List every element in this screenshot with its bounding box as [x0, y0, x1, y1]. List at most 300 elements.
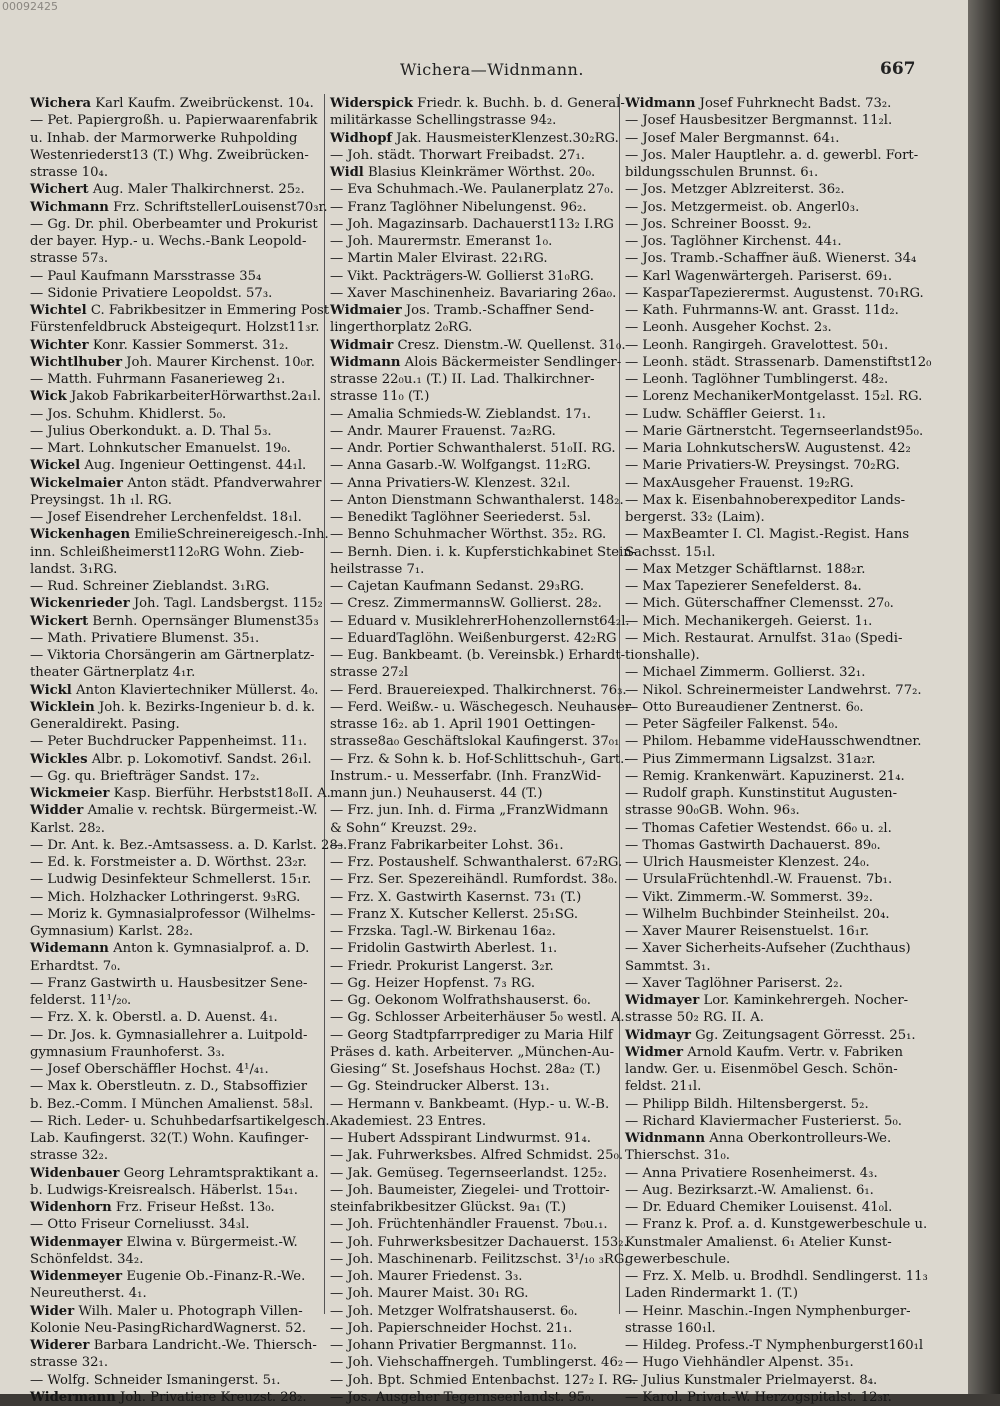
entry-text: — Gg. Heizer Hopfenst. 7₃ RG.	[330, 975, 536, 991]
entry-text: Fürstenfeldbruck Absteigequrt. Holzst11₃r.	[30, 320, 320, 336]
directory-entry	[30, 371, 326, 388]
directory-entry	[30, 664, 326, 681]
directory-entry	[330, 216, 618, 233]
column-3	[625, 95, 932, 1405]
directory-entry	[330, 802, 618, 819]
directory-entry	[30, 1268, 326, 1285]
directory-entry	[30, 1061, 326, 1078]
directory-entry	[30, 906, 326, 923]
surname-heading: Wickenhagen	[30, 527, 131, 543]
directory-entry	[30, 1027, 326, 1044]
directory-entry	[330, 1320, 618, 1337]
entry-text: — Hugo Viehhändler Alpenst. 35₁.	[625, 1355, 854, 1371]
entry-text: Joh. Tagl. Landsbergst. 115₂	[129, 596, 323, 612]
entry-text: — Joh. Maurer Maist. 30₁ RG.	[330, 1286, 529, 1302]
directory-entry	[30, 181, 326, 198]
entry-text: Barbara Landricht.-We. Thiersch-	[89, 1338, 317, 1353]
directory-entry	[30, 250, 326, 267]
entry-text: — Frz. & Sohn k. b. Hof-Schlittschuh-, Gart.-	[330, 751, 629, 767]
directory-entry	[30, 388, 326, 405]
directory-entry	[625, 1389, 930, 1406]
directory-entry	[330, 1165, 618, 1182]
directory-entry	[30, 164, 326, 181]
surname-heading: Wichter	[30, 337, 89, 353]
entry-text: — Anton Dienstmann Schwanthalerst. 148₂.	[330, 492, 624, 508]
directory-entry	[625, 975, 930, 992]
directory-entry	[30, 1389, 326, 1406]
directory-entry	[625, 492, 930, 509]
directory-entry	[625, 1096, 930, 1113]
directory-entry	[330, 112, 618, 129]
directory-entry	[30, 1182, 326, 1199]
directory-entry	[625, 509, 930, 526]
directory-entry	[625, 406, 930, 423]
directory-entry	[30, 871, 326, 888]
directory-entry	[330, 820, 618, 837]
entry-text: Cresz. Dienstm.-W. Quellenst. 31₀.	[393, 337, 626, 353]
directory-entry	[625, 716, 930, 733]
entry-text: Aug. Maler Thalkirchnerst. 25₂.	[88, 182, 305, 198]
entry-text: gewerbeschule.	[625, 1251, 731, 1267]
directory-entry	[30, 526, 329, 543]
directory-entry	[30, 544, 326, 561]
directory-entry	[330, 975, 618, 992]
directory-entry	[330, 95, 625, 112]
entry-text: — Xaver Taglöhner Pariserst. 2₂.	[625, 975, 843, 991]
entry-text: — Otto Bureaudiener Zentnerst. 6₀.	[625, 699, 864, 715]
entry-text: u. Inhab. der Marmorwerke Ruhpolding	[30, 130, 298, 146]
surname-heading: Wichtlhuber	[30, 354, 123, 370]
surname-heading: Wickel	[30, 458, 81, 474]
entry-text: felderst. 11¹/₂₀.	[30, 993, 132, 1008]
directory-entry	[625, 595, 930, 612]
entry-text: — Gg. Dr. phil. Oberbeamter und Prokurist	[30, 216, 318, 232]
directory-entry	[330, 337, 626, 354]
directory-entry	[330, 923, 618, 940]
entry-text: — Karol. Privat.-W. Herzogspitalst. 12₃r.	[625, 1389, 892, 1405]
directory-entry	[625, 544, 930, 561]
directory-entry	[330, 1078, 618, 1095]
entry-text: Friedr. k. Buchh. b. d. General-	[412, 96, 625, 111]
directory-entry	[330, 1337, 618, 1354]
directory-entry	[30, 889, 326, 906]
entry-text: tionshalle).	[625, 648, 700, 663]
directory-entry	[330, 940, 618, 957]
directory-entry	[330, 371, 618, 388]
directory-entry	[30, 233, 326, 250]
directory-entry	[330, 1303, 618, 1320]
directory-entry	[30, 1320, 326, 1337]
entry-text: — Dr. Jos. k. Gymnasiallehrer a. Luitpold-	[30, 1027, 308, 1043]
entry-text: — Xaver Sicherheits-Aufseher (Zuchthaus)	[625, 941, 911, 957]
entry-text: — Franz k. Prof. a. d. Kunstgewerbeschule u.	[625, 1217, 928, 1233]
directory-entry	[330, 544, 637, 561]
directory-entry	[625, 302, 930, 319]
surname-heading: Widenhorn	[30, 1200, 112, 1215]
entry-text: — Georg Stadtpfarrprediger zu Maria Hilf	[330, 1027, 613, 1043]
entry-text: — Viktoria Chorsängerin am Gärtnerplatz-	[30, 648, 315, 663]
directory-entry	[625, 889, 930, 906]
directory-entry	[625, 354, 930, 371]
entry-text: strasse 50₂ RG. II. A.	[625, 1010, 764, 1026]
directory-entry	[330, 1027, 618, 1044]
surname-heading: Widenbauer	[30, 1165, 120, 1181]
entry-text: Joh. Privatiere Kreuzst. 28₂.	[115, 1389, 307, 1405]
entry-text: Anna Oberkontrolleurs-We.	[705, 1131, 892, 1146]
entry-text: Erhardtst. 7₀.	[30, 958, 121, 974]
directory-entry	[625, 1113, 930, 1130]
entry-text: Jakob FabrikarbeiterHörwarthst.2a₁l.	[66, 389, 321, 405]
surname-heading: Widenmeyer	[30, 1269, 123, 1284]
surname-heading: Widmair	[330, 337, 394, 353]
directory-entry	[30, 1234, 326, 1251]
entry-text: — Cajetan Kaufmann Sedanst. 29₃RG.	[330, 579, 585, 594]
entry-text: — Joh. Früchtenhändler Frauenst. 7b₀u.₁.	[330, 1217, 608, 1233]
entry-text: — Josef Hausbesitzer Bergmannst. 11₂l.	[625, 113, 893, 129]
directory-entry	[625, 457, 930, 474]
entry-text: — Franz Gastwirth u. Hausbesitzer Sene-	[30, 975, 308, 991]
entry-text: Schönfeldst. 34₂.	[30, 1251, 144, 1267]
directory-entry	[30, 837, 348, 854]
directory-entry	[625, 871, 930, 888]
directory-entry	[330, 958, 618, 975]
entry-text: — Fridolin Gastwirth Aberlest. 1₁.	[330, 941, 558, 957]
directory-entry	[625, 371, 930, 388]
directory-entry	[30, 1009, 326, 1026]
directory-entry	[330, 1354, 624, 1371]
entry-text: Lab. Kaufingerst. 32(T.) Wohn. Kaufinger-	[30, 1131, 309, 1146]
entry-text: — Remig. Krankenwärt. Kapuzinerst. 21₄.	[625, 768, 905, 784]
entry-text: — Maria LohnkutschersW. Augustenst. 42₂	[625, 441, 911, 456]
entry-text: — Franz Taglöhner Nibelungenst. 96₂.	[330, 199, 587, 215]
entry-text: Alois Bäckermeister Sendlinger-	[400, 354, 622, 370]
entry-text: — Marie Privatiers-W. Preysingst. 70₂RG.	[625, 458, 900, 474]
directory-entry	[625, 1251, 930, 1268]
directory-entry	[30, 216, 326, 233]
entry-text: — Max k. Oberstleutn. z. D., Stabsoffizier	[30, 1079, 308, 1095]
directory-entry	[330, 354, 622, 371]
directory-entry	[330, 716, 618, 733]
directory-entry	[330, 423, 618, 440]
entry-text: — Friedr. Prokurist Langerst. 3₂r.	[330, 958, 554, 974]
directory-entry	[625, 1009, 930, 1026]
directory-entry	[625, 751, 930, 768]
entry-text: Georg Lehramtspraktikant a.	[119, 1165, 319, 1181]
entry-text: — Joh. städt. Thorwart Freibadst. 27₁.	[330, 147, 585, 163]
entry-text: — Leonh. Rangirgeh. Gravelottest. 50₁.	[625, 337, 889, 353]
surname-heading: Widhopf	[330, 130, 393, 146]
directory-entry	[625, 337, 930, 354]
entry-text: — Karl Wagenwärtergeh. Pariserst. 69₁.	[625, 268, 893, 284]
directory-entry	[330, 647, 626, 664]
entry-text: — Jos. Metzger Ablzreiterst. 36₂.	[625, 182, 845, 198]
surname-heading: Widnmann	[625, 1131, 706, 1146]
entry-text: — Ulrich Hausmeister Klenzest. 24₀.	[625, 855, 870, 870]
directory-entry	[30, 733, 326, 750]
directory-entry	[30, 406, 326, 423]
entry-text: — Jak. Gemüseg. Tegernseerlandst. 125₂.	[330, 1165, 608, 1181]
surname-heading: Wichera	[30, 96, 92, 111]
surname-heading: Widermann	[30, 1389, 116, 1405]
directory-entry	[625, 664, 930, 681]
directory-entry	[625, 1078, 930, 1095]
directory-entry	[30, 440, 326, 457]
directory-entry	[330, 664, 618, 681]
directory-entry	[30, 578, 326, 595]
entry-text: — Franz Fabrikarbeiter Lohst. 36₁.	[330, 837, 564, 853]
directory-entry	[330, 733, 618, 750]
directory-entry	[625, 1027, 930, 1044]
directory-entry	[330, 751, 629, 768]
entry-text: — Frz. Ser. Spezereihändl. Rumfordst. 38₀.	[330, 872, 618, 888]
surname-heading: Widmann	[330, 354, 401, 370]
directory-entry	[625, 854, 930, 871]
entry-text: — Johann Privatier Bergmannst. 11₀.	[330, 1338, 577, 1353]
directory-entry	[30, 95, 326, 112]
directory-entry	[330, 250, 618, 267]
entry-text: — Hubert Adsspirant Lindwurmst. 91₄.	[330, 1131, 591, 1146]
entry-text: lingerthorplatz 2₀RG.	[330, 320, 473, 336]
directory-entry	[625, 647, 930, 664]
entry-text: — Jak. Fuhrwerksbes. Alfred Schmidst. 25₀.	[330, 1148, 624, 1164]
directory-entry	[625, 1165, 930, 1182]
directory-entry	[625, 630, 930, 647]
entry-text: — Peter Sägfeiler Falkenst. 54₀.	[625, 717, 839, 732]
entry-text: — Bernh. Dien. i. k. Kupferstichkabinet Stein-	[330, 544, 637, 560]
directory-entry	[30, 1113, 330, 1130]
directory-entry	[625, 958, 930, 975]
directory-entry	[330, 457, 618, 474]
surname-heading: Widmann	[625, 96, 696, 111]
directory-entry	[625, 923, 930, 940]
directory-entry	[330, 1130, 618, 1147]
entry-text: Frz. SchriftstellerLouisenst70₃r.	[108, 199, 328, 215]
entry-text: — Frz. X. Melb. u. Brodhdl. Sendlingerst. 11₃	[625, 1269, 928, 1284]
entry-text: — Gg. Schlosser Arbeiterhäuser 5₀ westl. A.	[330, 1010, 625, 1026]
entry-text: Frz. Friseur Heßst. 13₀.	[111, 1200, 275, 1215]
entry-text: Gymnasium) Karlst. 28₂.	[30, 924, 194, 939]
entry-text: strasse 32₂.	[30, 1148, 109, 1164]
entry-text: — Joh. Maschinenarb. Feilitzschst. 3¹/₁₀ ₃RG.	[330, 1251, 629, 1267]
entry-text: Sachsst. 15₁l.	[625, 544, 716, 560]
book-edge	[968, 0, 1000, 1394]
entry-text: strasse 32₁.	[30, 1355, 109, 1371]
surname-heading: Widerspick	[330, 96, 413, 111]
entry-text: — KasparTapezierermst. Augustenst. 70₁RG.	[625, 285, 924, 301]
directory-entry	[30, 975, 326, 992]
entry-text: — Gg. Oekonom Wolfrathshauserst. 6₀.	[330, 993, 591, 1008]
surname-heading: Wickmeier	[30, 786, 110, 801]
directory-entry	[625, 388, 930, 405]
directory-entry	[330, 526, 618, 543]
directory-entry	[30, 595, 326, 612]
directory-entry	[30, 285, 326, 302]
surname-heading: Wickert	[30, 613, 89, 629]
directory-entry	[625, 1199, 930, 1216]
directory-entry	[330, 492, 624, 509]
directory-entry	[625, 164, 930, 181]
directory-entry	[625, 250, 930, 267]
directory-entry	[330, 388, 618, 405]
entry-text: — Ludw. Schäffler Geierst. 1₁.	[625, 406, 826, 422]
directory-entry	[625, 1268, 930, 1285]
directory-entry	[625, 561, 930, 578]
directory-entry	[330, 1268, 618, 1285]
entry-text: — Michael Zimmerm. Gollierst. 32₁.	[625, 665, 866, 681]
entry-text: strasse 160₁l.	[625, 1320, 716, 1336]
entry-text: b. Bez.-Comm. I München Amalienst. 58₃l.	[30, 1096, 314, 1112]
entry-text: strasse 16₂. ab 1. April 1901 Oettingen-	[330, 717, 596, 732]
entry-text: — Rudolf graph. Kunstinstitut Augusten-	[625, 786, 898, 801]
surname-heading: Wichtel	[30, 303, 87, 318]
entry-text: — Rich. Leder- u. Schuhbedarfsartikelgesch.	[30, 1113, 330, 1129]
entry-text: — Benedikt Taglöhner Seeriederst. 5₃l.	[330, 510, 591, 525]
entry-text: — Anna Gasarb.-W. Wolfgangst. 11₂RG.	[330, 458, 591, 474]
entry-text: — Mart. Lohnkutscher Emanuelst. 19₀.	[30, 441, 291, 456]
directory-entry	[330, 130, 618, 147]
directory-entry	[625, 475, 930, 492]
directory-entry	[330, 1182, 618, 1199]
entry-text: — Leonh. Ausgeher Kochst. 2₃.	[625, 320, 832, 336]
entry-text: b. Ludwigs-Kreisrealsch. Häberlst. 15₄₁.	[30, 1182, 298, 1198]
entry-text: — MaxAusgeher Frauenst. 19₂RG.	[625, 475, 854, 491]
entry-text: inn. Schleißheimerst112₀RG Wohn. Zieb-	[30, 544, 304, 560]
entry-text: — Jos. Taglöhner Kirchenst. 44₁.	[625, 234, 842, 249]
directory-entry	[625, 268, 930, 285]
entry-text: Laden Rindermarkt 1. (T.)	[625, 1286, 799, 1302]
directory-entry	[30, 1216, 326, 1233]
surname-heading: Widerer	[30, 1338, 90, 1353]
entry-text: Amalie v. rechtsk. Bürgermeist.-W.	[83, 803, 318, 819]
entry-text: — Josef Maler Bergmannst. 64₁.	[625, 130, 840, 146]
directory-entry	[625, 1354, 930, 1371]
surname-heading: Widmayer	[625, 993, 700, 1008]
directory-entry	[625, 440, 930, 457]
directory-entry	[330, 319, 618, 336]
entry-text: Joh. k. Bezirks-Ingenieur b. d. k.	[94, 699, 315, 715]
directory-entry	[30, 802, 326, 819]
entry-text: — Martin Maler Elvirast. 22₁RG.	[330, 251, 548, 267]
directory-entry	[30, 561, 326, 578]
directory-entry	[330, 837, 618, 854]
directory-entry	[625, 181, 930, 198]
directory-entry	[30, 354, 326, 371]
entry-text: — Joh. Baumeister, Ziegelei- und Trottoir-	[330, 1182, 610, 1198]
directory-entry	[625, 1285, 930, 1302]
entry-text: bildungsschulen Brunnst. 6₁.	[625, 165, 819, 180]
directory-entry	[330, 1009, 625, 1026]
entry-text: Thierschst. 31₀.	[625, 1148, 730, 1164]
entry-text: — Frz. X. Gastwirth Kasernst. 73₁ (T.)	[330, 889, 582, 905]
directory-entry	[625, 1234, 930, 1251]
directory-entry	[330, 1061, 618, 1078]
directory-entry	[625, 682, 930, 699]
directory-entry	[625, 147, 930, 164]
entry-text: — Wilhelm Buchbinder Steinheilst. 20₄.	[625, 906, 890, 922]
directory-entry	[625, 526, 930, 543]
entry-text: — Joh. Maurer Friedenst. 3₃.	[330, 1269, 523, 1284]
directory-entry	[330, 147, 618, 164]
directory-entry	[625, 423, 930, 440]
directory-entry	[330, 1251, 629, 1268]
entry-text: — Kath. Fuhrmanns-W. ant. Grasst. 11d₂.	[625, 303, 899, 318]
entry-text: Akademiest. 23 Entres.	[330, 1113, 487, 1129]
surname-heading: Wickl	[30, 682, 72, 698]
entry-text: — Joh. Magazinsarb. Dachauerst113₂ I.RG	[330, 216, 614, 232]
directory-entry	[330, 440, 618, 457]
entry-text: Kunstmaler Amalienst. 6₁ Atelier Kunst-	[625, 1234, 892, 1250]
entry-text: Kasp. Bierführ. Herbstst18₀II. A.	[109, 786, 331, 801]
surname-heading: Wicklein	[30, 699, 95, 715]
directory-entry	[30, 492, 326, 509]
directory-entry	[330, 285, 618, 302]
entry-text: — Frz. X. k. Oberstl. a. D. Auenst. 4₁.	[30, 1010, 278, 1026]
directory-entry	[330, 1044, 618, 1061]
entry-text: — MaxBeamter I. Cl. Magist.-Regist. Hans	[625, 527, 910, 543]
entry-text: — Gg. qu. Briefträger Sandst. 17₂.	[30, 768, 260, 784]
entry-text: — Dr. Ant. k. Bez.-Amtsassess. a. D. Karlst. 28₃.	[30, 837, 348, 853]
entry-text: strasse8a₀ Geschäftslokal Kaufingerst. 37₀₁	[330, 734, 620, 750]
entry-text: — Sidonie Privatiere Leopoldst. 57₃.	[30, 285, 273, 301]
entry-text: — Ludwig Desinfekteur Schmellerst. 15₁r.	[30, 872, 312, 888]
directory-entry	[30, 423, 326, 440]
directory-entry	[30, 1337, 326, 1354]
directory-entry	[30, 337, 326, 354]
entry-text: — Eva Schuhmach.-We. Paulanerplatz 27₀.	[330, 182, 614, 198]
entry-text: landst. 3₁RG.	[30, 561, 118, 577]
directory-entry	[30, 647, 326, 664]
entry-text: Albr. p. Lokomotivf. Sandst. 26₁l.	[87, 751, 312, 767]
entry-text: mann jun.) Neuhauserst. 44 (T.)	[330, 786, 543, 801]
directory-entry	[30, 1354, 326, 1371]
directory-entry	[30, 854, 326, 871]
directory-entry	[30, 613, 326, 630]
entry-text: — Xaver Maschinenheiz. Bavariaring 26a₀.	[330, 285, 617, 301]
entry-text: — Eug. Bankbeamt. (b. Vereinsbk.) Erhardt-	[330, 648, 626, 663]
directory-entry	[330, 1147, 624, 1164]
directory-entry	[625, 1303, 930, 1320]
directory-entry	[30, 302, 330, 319]
entry-text: Westenriederst13 (T.) Whg. Zweibrücken-	[30, 147, 309, 163]
directory-entry	[330, 785, 618, 802]
entry-text: Preysingst. 1h ₁l. RG.	[30, 492, 172, 508]
entry-text: — Dr. Eduard Chemiker Louisenst. 41₀l.	[625, 1200, 893, 1215]
entry-text: — Frz. Postaushelf. Schwanthalerst. 67₂RG.	[330, 855, 623, 870]
entry-text: — Vikt. Packträgers-W. Gollierst 31₀RG.	[330, 268, 594, 284]
directory-entry	[330, 509, 618, 526]
directory-entry	[330, 164, 618, 181]
directory-entry	[625, 285, 930, 302]
entry-text: — Anna Privatiere Rosenheimerst. 4₃.	[625, 1165, 878, 1181]
entry-text: — Joh. Maurermstr. Emeranst 1₀.	[330, 234, 553, 249]
entry-text: strasse 27₂l	[330, 665, 409, 681]
directory-entry	[330, 578, 618, 595]
entry-text: — Rud. Schreiner Zieblandst. 3₁RG.	[30, 579, 270, 594]
directory-entry	[625, 820, 930, 837]
entry-text: gymnasium Fraunhoferst. 3₃.	[30, 1044, 225, 1060]
directory-entry	[30, 147, 326, 164]
surname-heading: Wickles	[30, 751, 88, 767]
surname-heading: Wickelmaier	[30, 475, 124, 491]
directory-entry	[330, 1389, 618, 1406]
entry-text: — Paul Kaufmann Marsstrasse 35₄	[30, 268, 262, 284]
entry-text: — Franz X. Kutscher Kellerst. 25₁SG.	[330, 906, 579, 922]
entry-text: — Moriz k. Gymnasialprofessor (Wilhelms-	[30, 906, 316, 922]
entry-text: Jak. HausmeisterKlenzest.30₂RG.	[392, 130, 619, 146]
entry-text: theater Gärtnerplatz 4₁r.	[30, 665, 196, 681]
entry-text: Eugenie Ob.-Finanz-R.-We.	[122, 1269, 306, 1284]
directory-entry	[330, 181, 618, 198]
